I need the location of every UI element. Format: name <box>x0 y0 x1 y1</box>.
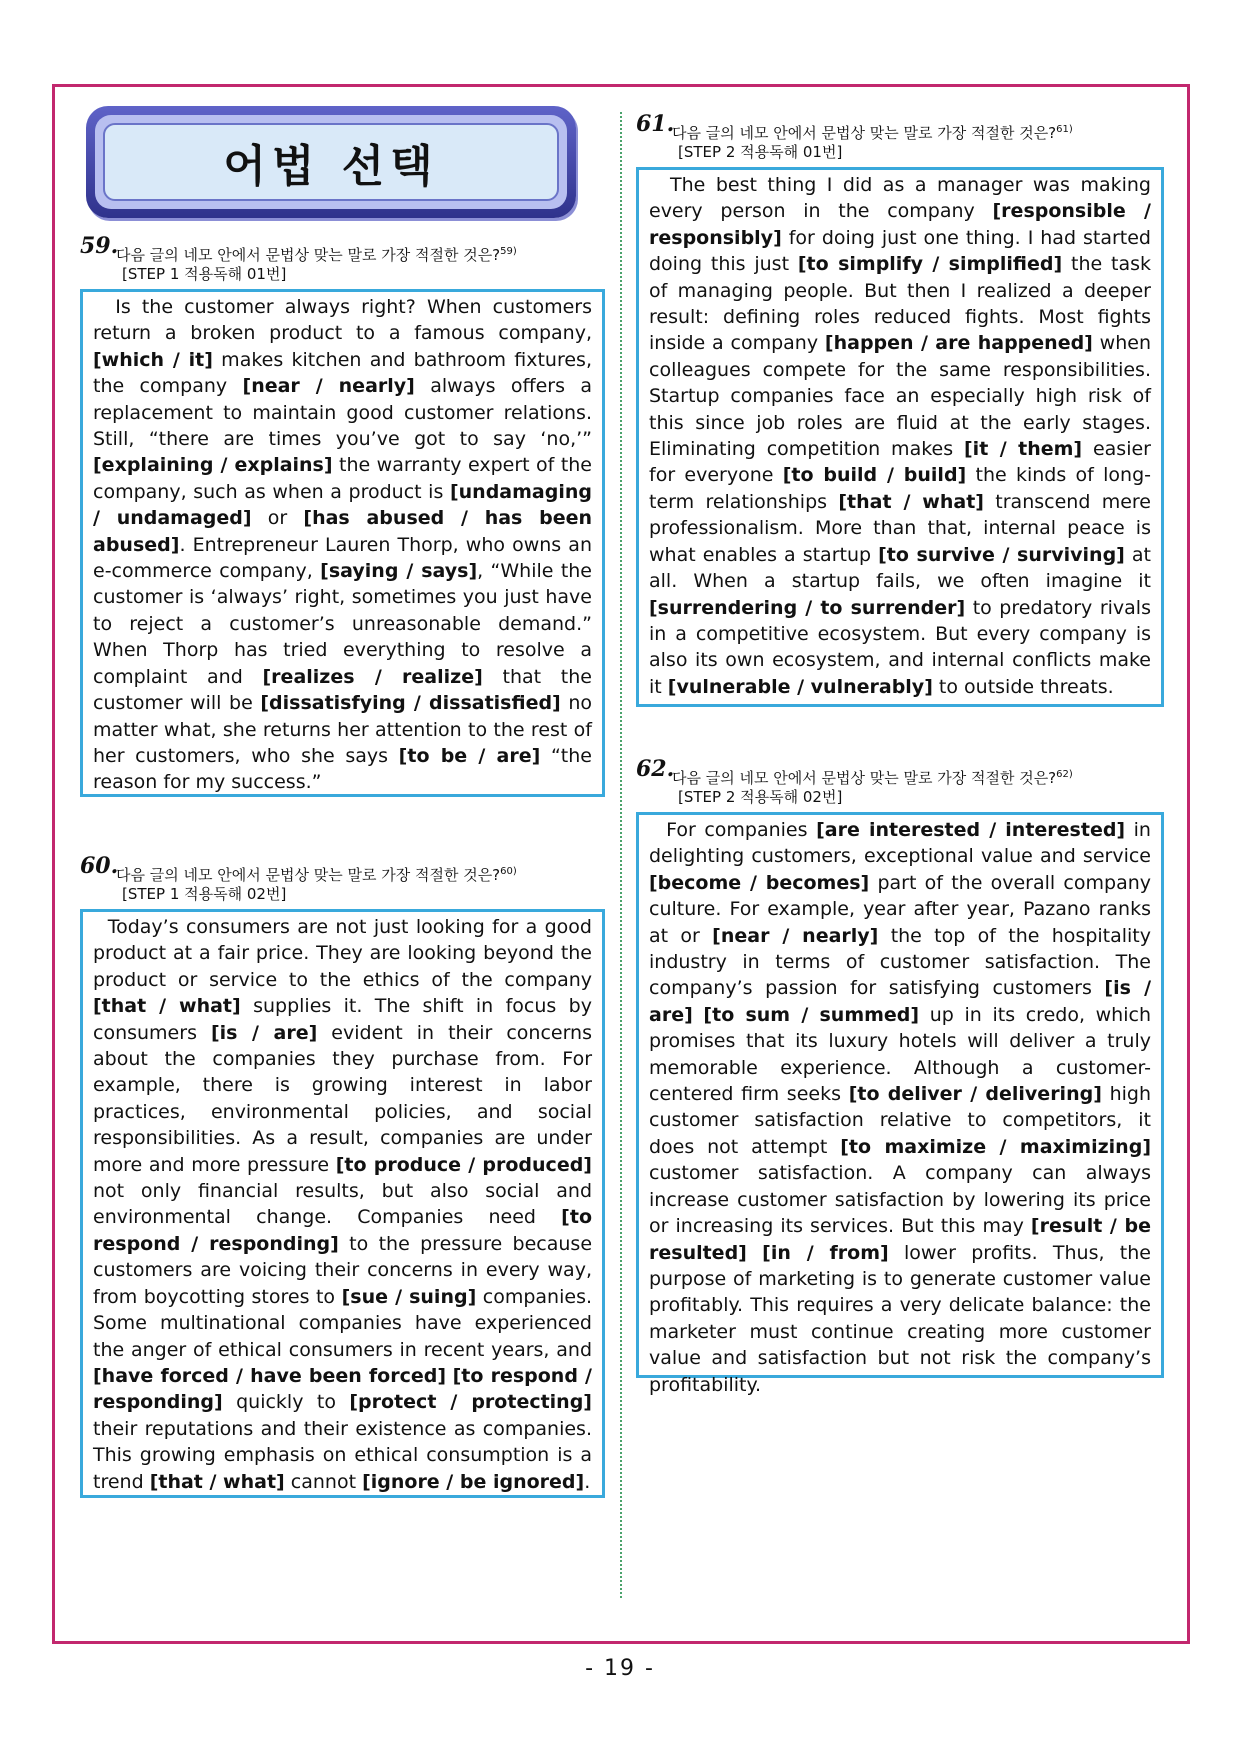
passage-text: part of the overall company culture. For example, year after year, Pazano ranks at or <box>649 871 1151 947</box>
page-number: - 19 - <box>585 1656 655 1681</box>
question-source: [STEP 1 적용독해 01번] <box>122 265 287 283</box>
question-header <box>80 233 605 265</box>
answer-choice: [that / what] <box>838 490 984 513</box>
passage-text: the kinds of long-term relationships <box>649 464 1151 513</box>
passage-text: companies. Some multinational companies have experienced the anger of ethical consumers in recent years, and <box>93 1285 593 1361</box>
answer-choice: [has abused / has been abused] <box>93 507 593 556</box>
passage-text: . <box>584 1470 591 1493</box>
passage-text: in delighting customers, exceptional value and service <box>649 819 1151 868</box>
answer-choice: [near / nearly] <box>712 924 879 947</box>
passage-text: Today’s consumers are not just looking for a good product at a fair price. They are looking beyond the product or service to the ethics of the company <box>93 916 592 991</box>
passage-text <box>693 1004 704 1026</box>
passage-text: to outside threats. <box>932 675 1114 698</box>
passage-text: cannot <box>284 1470 363 1493</box>
passage-text: up in its credo, which promises that its luxury hotels will deliver a truly memorable experience. Although a customer-centered firm seeks <box>649 1003 1151 1106</box>
passage-text: to predatory rivals in a competitive ecosystem. But every company is also its own ecosystem, and internal conflicts make it <box>649 596 1151 698</box>
question-prompt: 다음 글의 네모 안에서 문법상 맞는 말로 가장 적절한 것은? <box>116 246 501 264</box>
passage-text: . Entrepreneur Lauren Thorp, who owns an e-commerce company, <box>93 533 592 583</box>
footnote-ref: 62) <box>1056 769 1073 780</box>
passage-text: The best thing I did as a manager was making every person in the company <box>649 174 1151 223</box>
passage-text: at all. When a startup fails, we often imagine it <box>649 543 1151 593</box>
passage-text: Is the customer always right? When customers return a broken product to a famous company, <box>93 296 592 345</box>
passage-text <box>446 1365 453 1387</box>
passage-text: high customer satisfaction relative to competitors, it does not attempt <box>649 1083 1152 1158</box>
question-prompt: 다음 글의 네모 안에서 문법상 맞는 말로 가장 적절한 것은? <box>116 866 501 884</box>
passage-text: transcend mere professionalism. More than that, internal peace is what enables a startup <box>649 490 1151 566</box>
question-header <box>80 853 605 885</box>
answer-choice: [realizes / realize] <box>262 665 483 688</box>
passage-text: their reputations and their existence as companies. This growing emphasis on ethical consumption is a trend <box>93 1417 592 1493</box>
passage-text: always offers a replacement to maintain good customer relations. Still, “there are times you’ve got to say ‘no,’” <box>93 375 592 451</box>
answer-choice: [to respond / responding] <box>93 1364 592 1414</box>
answer-choice: [that / what] <box>149 1470 285 1493</box>
question-header <box>636 756 1164 788</box>
passage-text: the task of managing people. But then I realized a deeper result: defining roles reduced fights. Most fights inside a company <box>649 253 1151 355</box>
answer-choice: [to be / are] <box>398 744 541 767</box>
passage-text: makes kitchen and bathroom fixtures, the company <box>93 348 592 398</box>
question-60 <box>80 853 605 1498</box>
passage-text: the top of the hospitality industry in terms of customer satisfaction. The company’s passion for satisfying customers <box>649 924 1152 1000</box>
answer-choice: [to build / build] <box>782 464 967 487</box>
passage-text: For companies <box>666 819 817 841</box>
answer-choice: [that / what] <box>93 995 241 1018</box>
answer-choice: [to produce / produced] <box>335 1153 592 1176</box>
footnote-ref: 60) <box>500 866 517 877</box>
passage-box <box>636 812 1164 1396</box>
answer-choice: [to maximize / maximizing] <box>840 1135 1151 1158</box>
question-source: [STEP 1 적용독해 02번] <box>122 885 287 903</box>
question-number: 61. <box>636 111 675 137</box>
passage-text: supplies it. The shift in focus by consumers <box>93 995 592 1044</box>
passage-text: for doing just one thing. I had started doing this just <box>649 226 1151 276</box>
passage-text: that the customer will be <box>93 665 592 715</box>
answer-choice: [saying / says] <box>320 560 478 583</box>
passage-text: or <box>251 507 304 530</box>
answer-choice: [vulnerable / vulnerably] <box>667 675 933 698</box>
question-number: 59. <box>80 233 119 259</box>
question-59 <box>80 233 605 797</box>
answer-choice: [ignore / be ignored] <box>362 1470 585 1493</box>
answer-choice: [near / nearly] <box>242 375 415 398</box>
question-number: 62. <box>636 756 675 782</box>
footnote-ref: 61) <box>1056 124 1073 135</box>
answer-choice: [dissatisfying / dissatisfied] <box>260 692 561 715</box>
passage-text: not only financial results, but also social and environmental change. Companies need <box>93 1180 592 1229</box>
passage-text: the warranty expert of the company, such as when a product is <box>93 454 592 503</box>
answer-choice: [happen / are happened] <box>824 332 1093 355</box>
passage-box <box>80 909 605 1498</box>
answer-choice: [have forced / have been forced] <box>93 1364 447 1387</box>
passage-text: quickly to <box>222 1391 350 1414</box>
question-header <box>636 111 1164 143</box>
section-title: 어법 선택 <box>223 141 439 192</box>
answer-choice: [is / are] <box>210 1021 318 1044</box>
question-source: [STEP 2 적용독해 02번] <box>678 788 843 806</box>
passage-text: evident in their concerns about the companies they purchase from. For example, there is growing interest in labor practices, environmental policies, and social responsibilities. As a result, companies are under more and more pressure <box>93 1021 592 1176</box>
answer-choice: [protect / protecting] <box>349 1391 592 1414</box>
answer-choice: [is / are] <box>649 977 1152 1026</box>
answer-choice: [surrendering / to surrender] <box>649 596 966 619</box>
passage-text: , “While the customer is ‘always’ right, sometimes you just have to reject a customer’s unreasonable demand.” When Thorp has tried everything to resolve a complaint and <box>93 560 592 688</box>
passage-text: customer satisfaction. A company can always increase customer satisfaction by lowering its price or increasing its services. But this may <box>649 1162 1151 1238</box>
answer-choice: [undamaging / undamaged] <box>93 480 592 530</box>
question-number: 60. <box>80 853 119 879</box>
passage-text: lower profits. Thus, the purpose of marketing is to generate customer value profitably. This requires a very delicate balance: the marketer must continue creating more customer value and satisfaction but not risk the company’s profitability. <box>649 1241 1151 1396</box>
footnote-ref: 59) <box>500 246 517 257</box>
answer-choice: [are interested / interested] <box>816 819 1126 841</box>
passage-text: “the reason for my success.” <box>93 744 592 794</box>
question-source: [STEP 2 적용독해 01번] <box>678 143 843 161</box>
answer-choice: [to sum / summed] <box>703 1003 920 1026</box>
question-61 <box>636 111 1164 707</box>
answer-choice: [to deliver / delivering] <box>848 1083 1102 1106</box>
passage-box <box>80 289 605 797</box>
section-title-banner <box>86 106 576 218</box>
answer-choice: [to simplify / simplified] <box>797 253 1063 276</box>
passage-text: no matter what, she returns her attention to the rest of her customers, who she says <box>93 692 592 767</box>
answer-choice: [result / be resulted] <box>649 1215 1152 1264</box>
answer-choice: [it / them] <box>964 438 1083 461</box>
answer-choice: [explaining / explains] <box>93 454 333 477</box>
answer-choice: [which / it] <box>93 348 213 371</box>
question-prompt: 다음 글의 네모 안에서 문법상 맞는 말로 가장 적절한 것은? <box>672 124 1057 142</box>
answer-choice: [to respond / responding] <box>93 1206 592 1255</box>
passage-text: when colleagues compete for the same responsibilities. Startup companies face an especially high risk of this since job roles are fluid at the early stages. Eliminating competition makes <box>649 332 1151 461</box>
passage-text: easier for everyone <box>649 438 1151 487</box>
answer-choice: [to survive / surviving] <box>878 543 1125 566</box>
answer-choice: [responsible / responsibly] <box>649 200 1151 249</box>
passage-box <box>636 167 1164 707</box>
answer-choice: [become / becomes] <box>649 871 870 894</box>
column-divider <box>620 112 622 1598</box>
passage-text: to the pressure because customers are voicing their concerns in every way, from boycotting stores to <box>93 1232 593 1308</box>
answer-choice: [in / from] <box>762 1241 889 1264</box>
question-62 <box>636 756 1164 1396</box>
answer-choice: [sue / suing] <box>341 1285 477 1308</box>
passage-text <box>747 1242 762 1264</box>
question-prompt: 다음 글의 네모 안에서 문법상 맞는 말로 가장 적절한 것은? <box>672 769 1057 787</box>
